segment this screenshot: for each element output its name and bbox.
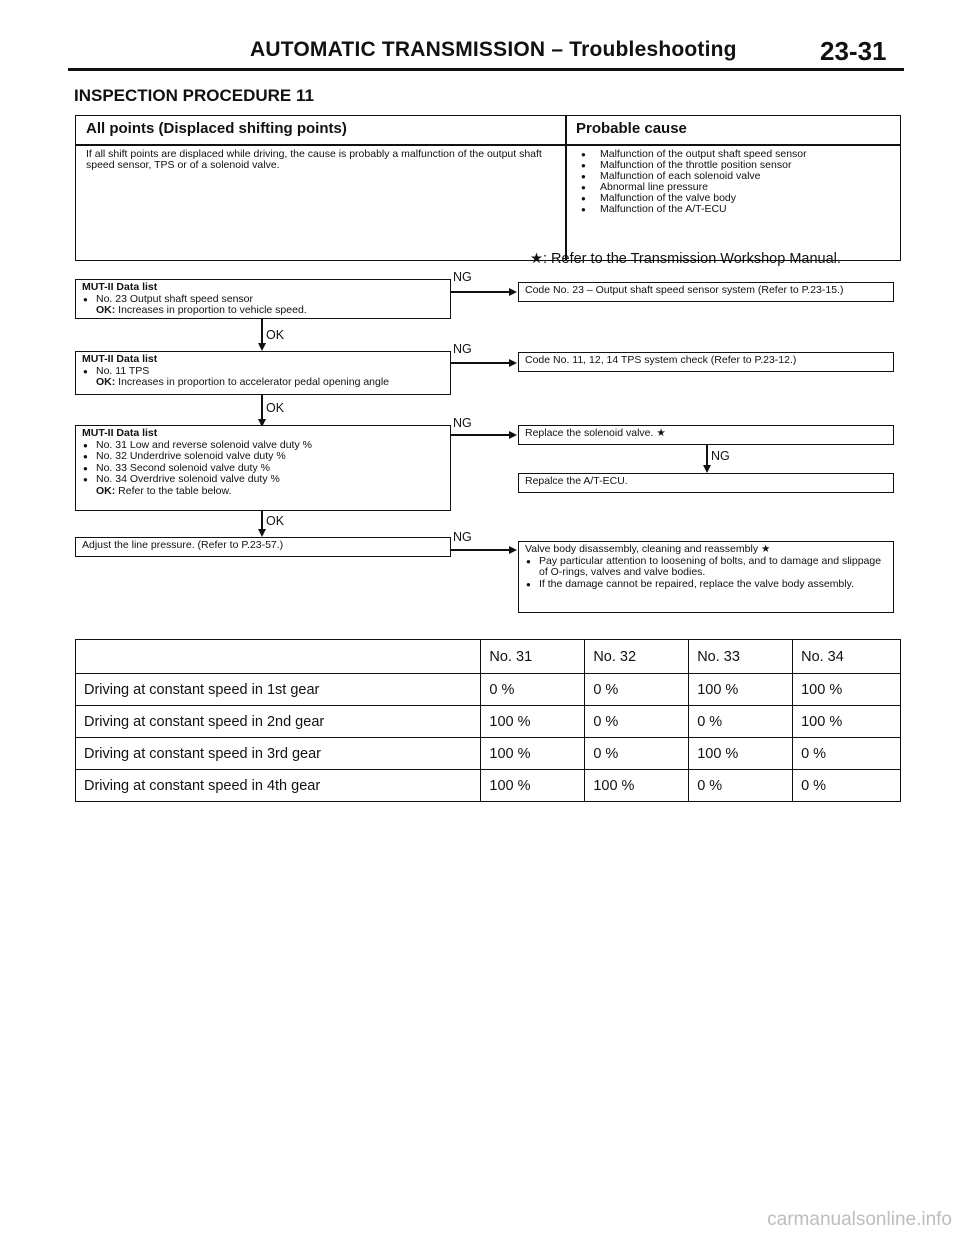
symptom-description: If all shift points are displaced while driving, the cause is probably a malfunction of the output shaft speed sensor, TPS or of a solenoid valve. (86, 148, 542, 171)
step1-box (75, 279, 451, 319)
step2-ok-line (261, 395, 263, 421)
header-rule (68, 68, 904, 71)
step1-ok-line (261, 319, 263, 345)
table-cell: Driving at constant speed in 1st gear (76, 674, 481, 706)
cause-item: ● Abnormal line pressure (576, 182, 807, 193)
table-header-cell (76, 640, 481, 674)
table-row (76, 738, 901, 770)
step3-ok-criteria (82, 486, 444, 498)
table-header-cell: No. 34 (793, 640, 901, 674)
step3-ng2-box (518, 473, 894, 493)
table-cell: 0 % (793, 770, 901, 802)
watermark: carmanualsonline.info (767, 1209, 952, 1230)
step3-ng-line (451, 434, 509, 436)
table-row (76, 674, 901, 706)
step2-ng-action: Code No. 11, 12, 14 TPS system check (Refer to P.23-12.) (525, 354, 797, 366)
arrow-right-icon (509, 546, 517, 554)
step2-box (75, 351, 451, 395)
step3-ng-action: Replace the solenoid valve. ★ (525, 427, 666, 439)
table-header-cell: No. 31 (481, 640, 585, 674)
step3-ok-line (261, 511, 263, 531)
step1-ok-text: Increases in proportion to vehicle speed. (118, 304, 307, 316)
ok-prefix: OK: (96, 304, 116, 316)
workshop-manual-note: ★: Refer to the Transmission Workshop Manual. (530, 251, 841, 267)
probable-cause-list (576, 149, 807, 215)
arrow-right-icon (509, 359, 517, 367)
step3-ng2-line (706, 445, 708, 467)
step2-ok-criteria (82, 377, 444, 389)
step3-item: ● No. 32 Underdrive solenoid valve duty % (82, 451, 444, 463)
table-cell: 100 % (793, 674, 901, 706)
step1-ok-criteria (82, 305, 444, 317)
step3-item: ● No. 34 Overdrive solenoid valve duty % (82, 474, 444, 486)
step4-ng-item: ● If the damage cannot be repaired, replace the valve body assembly. (525, 579, 887, 591)
arrow-right-icon (509, 431, 517, 439)
table-row (76, 770, 901, 802)
cause-item: ● Malfunction of the throttle position sensor (576, 160, 807, 171)
step4-text: Adjust the line pressure. (Refer to P.23-57.) (82, 539, 284, 551)
ok-prefix: OK: (96, 484, 116, 497)
step1-ng-line (451, 291, 509, 293)
step1-item: ● No. 23 Output shaft speed sensor (82, 294, 444, 306)
probable-cause-heading: Probable cause (576, 120, 687, 137)
step2-ok-text: Increases in proportion to accelerator pedal opening angle (118, 376, 390, 388)
step2-ng-label: NG (453, 342, 472, 356)
step4-box (75, 537, 451, 557)
solenoid-duty-table (75, 639, 901, 802)
table-cell: 0 % (689, 770, 793, 802)
step2-ng-line (451, 362, 509, 364)
cause-item: ● Malfunction of the valve body (576, 193, 807, 204)
ok-prefix: OK: (96, 376, 116, 388)
step3-box (75, 425, 451, 511)
table-cell: 100 % (481, 706, 585, 738)
table-cell: 100 % (793, 706, 901, 738)
step1-ok-label: OK (266, 328, 285, 342)
table-cell: Driving at constant speed in 3rd gear (76, 738, 481, 770)
cause-item: ● Malfunction of the A/T-ECU (576, 204, 807, 215)
step3-ok-label: OK (266, 514, 285, 528)
step4-ng-box (518, 541, 894, 613)
step3-ng2-action: Repalce the A/T-ECU. (525, 475, 628, 487)
table-cell: Driving at constant speed in 4th gear (76, 770, 481, 802)
page-header-title: AUTOMATIC TRANSMISSION – Troubleshooting (250, 38, 737, 61)
arrow-right-icon (509, 288, 517, 296)
table-cell: Driving at constant speed in 2nd gear (76, 706, 481, 738)
cause-item: ● Malfunction of the output shaft speed sensor (576, 149, 807, 160)
step3-ng-label: NG (453, 416, 472, 430)
page-number: 23-31 (820, 36, 887, 66)
table-cell: 0 % (689, 706, 793, 738)
table-row (76, 706, 901, 738)
summary-head-rule (76, 144, 900, 146)
step1-ng-label: NG (453, 270, 472, 284)
table-cell: 100 % (689, 738, 793, 770)
step2-item: ● No. 11 TPS (82, 366, 444, 378)
summary-box (75, 115, 901, 261)
step3-ng2-label: NG (711, 449, 730, 463)
step4-ng-title: Valve body disassembly, cleaning and reassembly ★ (525, 543, 771, 555)
arrow-down-icon (258, 529, 266, 537)
step3-ok-text: Refer to the table below. (118, 484, 232, 497)
arrow-down-icon (258, 343, 266, 351)
summary-divider (565, 116, 567, 260)
table-cell: 100 % (481, 738, 585, 770)
table-cell: 0 % (585, 738, 689, 770)
procedure-title: INSPECTION PROCEDURE 11 (74, 86, 314, 105)
table-cell: 0 % (793, 738, 901, 770)
step4-ng-line (451, 549, 509, 551)
table-header-row (76, 640, 901, 674)
cause-item: ● Malfunction of each solenoid valve (576, 171, 807, 182)
table-cell: 0 % (585, 674, 689, 706)
table-header-cell: No. 32 (585, 640, 689, 674)
table-cell: 0 % (481, 674, 585, 706)
arrow-down-icon (703, 465, 711, 473)
step4-ng-label: NG (453, 530, 472, 544)
step3-title: MUT-II Data list (82, 427, 158, 439)
table-cell: 100 % (481, 770, 585, 802)
table-cell: 100 % (585, 770, 689, 802)
step2-ng-box (518, 352, 894, 372)
step4-ng-item: ● Pay particular attention to loosening of bolts, and to damage and slippage of O-rings, valves and valve bodies. (525, 556, 887, 579)
step1-ng-box (518, 282, 894, 302)
symptom-heading: All points (Displaced shifting points) (86, 120, 347, 137)
step2-ok-label: OK (266, 401, 285, 415)
step1-ng-action: Code No. 23 – Output shaft speed sensor system (Refer to P.23-15.) (525, 284, 844, 296)
table-cell: 100 % (689, 674, 793, 706)
table-header-cell: No. 33 (689, 640, 793, 674)
table-cell: 0 % (585, 706, 689, 738)
step3-item: ● No. 33 Second solenoid valve duty % (82, 463, 444, 475)
step3-ng-box (518, 425, 894, 445)
step3-item: ● No. 31 Low and reverse solenoid valve duty % (82, 440, 444, 452)
step1-title: MUT-II Data list (82, 281, 158, 293)
step2-title: MUT-II Data list (82, 353, 158, 365)
